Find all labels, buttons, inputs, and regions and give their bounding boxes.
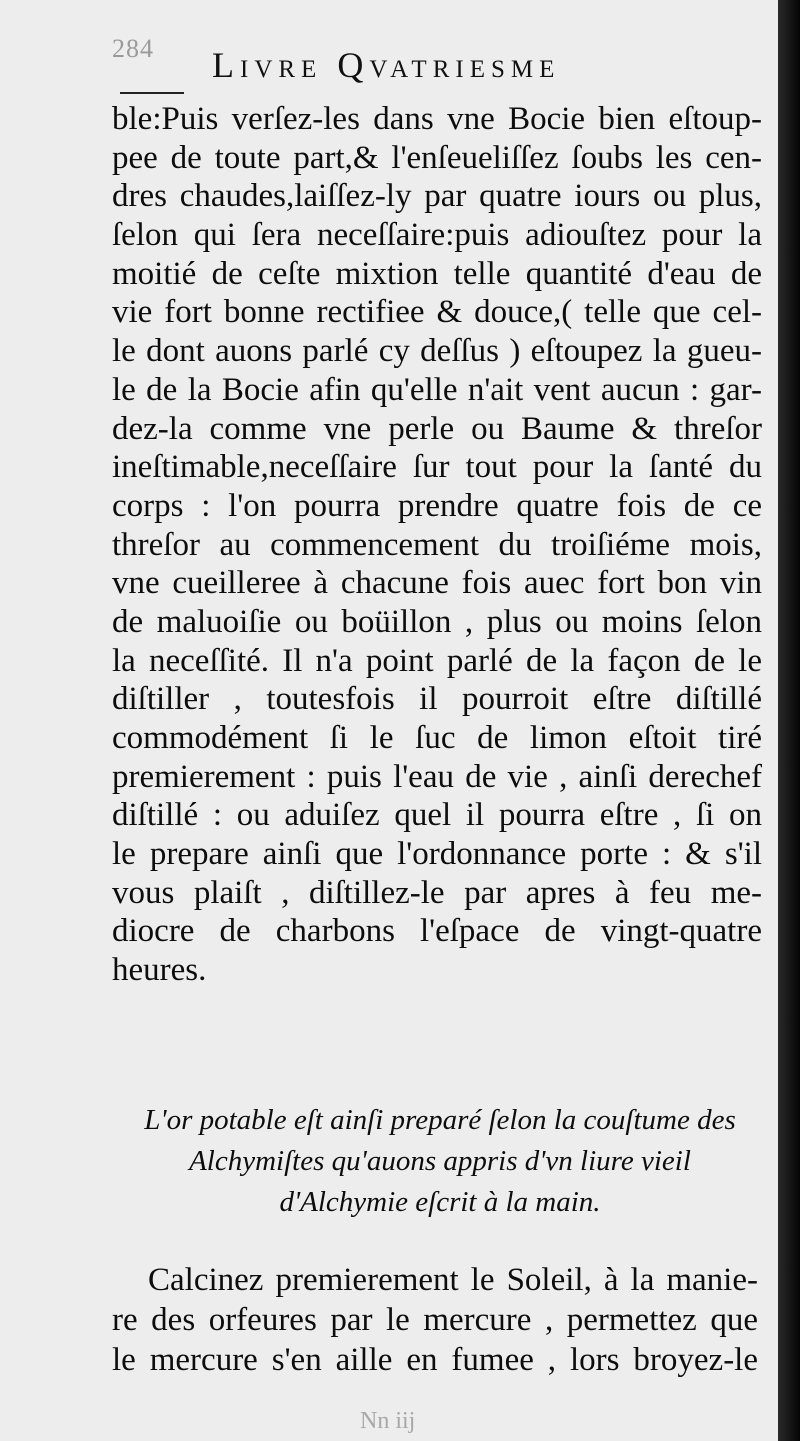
- body-paragraph: [112, 100, 762, 990]
- signature-mark: Nn iij: [360, 1408, 416, 1434]
- text-line: corps : l'on pourra prendre quatre fois de ce: [112, 487, 762, 524]
- text-line: re des orfeures par le mercure , permettez que: [112, 1302, 758, 1338]
- text-line: dez-la comme vne perle ou Baume & threſor: [112, 410, 762, 447]
- text-line: ble:Puis verſez-les dans vne Bocie bien eſtoup-: [112, 101, 762, 137]
- text-line: ſelon qui ſera neceſſaire:puis adiouſtez pour la: [112, 217, 762, 254]
- text-line: commodément ſi le ſuc de limon eſtoit tiré: [112, 720, 762, 756]
- text-line: vie fort bonne rectifiee & douce,( telle que cel-: [112, 294, 762, 331]
- text-line: vne cueilleree à chacune fois auec fort bon vin: [112, 565, 762, 602]
- text-line: de maluoiſie ou boüillon , plus ou moins ſelon: [112, 603, 762, 640]
- text-line: vous plaiſt , diſtillez-le par apres à feu me-: [112, 874, 762, 911]
- text-line: diocre de charbons l'eſpace de vingt-quatre: [112, 913, 762, 950]
- binding-edge: [778, 0, 800, 1441]
- heading-line: d'Alchymie eſcrit à la main.: [279, 1186, 601, 1218]
- text-line: Calcinez premierement le Soleil, à la manie-: [148, 1262, 758, 1298]
- running-head: Livre Qvatriesme: [212, 45, 561, 85]
- text-line: diſtillé : ou aduiſez quel il pourra eſtre , ſi on: [112, 797, 762, 834]
- text-line: premierement : puis l'eau de vie , ainſi derechef: [112, 758, 762, 795]
- text-line: le mercure s'en aille en fumee , lors broyez-le: [112, 1342, 758, 1378]
- text-line: moitié de ceſte mixtion telle quantité d'eau de: [112, 255, 762, 292]
- text-line: le de la Bocie afin qu'elle n'ait vent aucun : gar-: [112, 371, 762, 408]
- text-line: pee de toute part,& l'enſeueliſſez ſoubs les cen-: [112, 139, 762, 176]
- page-number: 284: [112, 34, 154, 63]
- header-rule: [120, 92, 184, 94]
- text-line: le prepare ainſi que l'ordonnance porte : & s'il: [112, 836, 762, 873]
- heading-line: L'or potable eſt ainſi preparé ſelon la couſtume des: [144, 1104, 736, 1136]
- second-paragraph: [112, 1260, 758, 1380]
- text-line: diſtiller , toutesfois il pourroit eſtre diſtillé: [112, 681, 762, 718]
- text-line: ineſtimable,neceſſaire ſur tout pour la ſanté du: [112, 449, 762, 486]
- text-line: heures.: [112, 952, 207, 989]
- text-line: le dont auons parlé cy deſſus ) eſtoupez la gueu-: [112, 333, 762, 370]
- heading-line: Alchymiſtes qu'auons appris d'vn liure vieil: [189, 1145, 691, 1177]
- section-heading: [110, 1100, 770, 1223]
- text-line: dres chaudes,laiſſez-ly par quatre iours ou plus,: [112, 178, 762, 215]
- text-line: threſor au commencement du troiſiéme mois,: [112, 526, 762, 563]
- text-line: la neceſſité. Il n'a point parlé de la façon de le: [112, 642, 762, 679]
